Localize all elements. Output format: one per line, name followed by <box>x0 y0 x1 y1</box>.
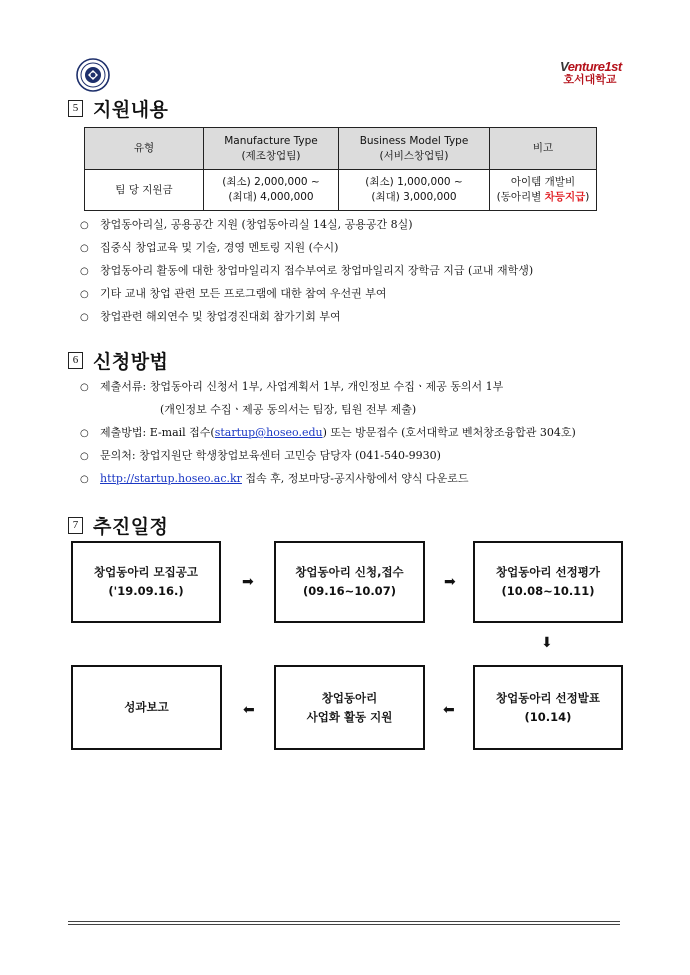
venture-1st-hoseo-logo: Venture1st 호서대학교 <box>560 59 622 86</box>
list-item: ○ 창업동아리 활동에 대한 창업마일리지 접수부여로 창업마일리지 장학금 지급 (교내 재학생) <box>80 264 534 277</box>
table-header-row <box>85 128 597 170</box>
list-item: ○ 창업동아리실, 공용공간 지원 (창업동아리실 14실, 공용공간 8실) <box>80 218 413 231</box>
support-table <box>84 127 597 211</box>
list-item: ○ 기타 교내 창업 관련 모든 프로그램에 대한 참여 우선권 부여 <box>80 287 387 300</box>
schedule-step-recruit: 창업동아리 모집공고 ('19.09.16.) <box>71 541 221 623</box>
section-number: 7 <box>68 517 83 534</box>
section-title: 추진일정 <box>93 516 169 538</box>
schedule-step-apply: 창업동아리 신청,접수 (09.16~10.07) <box>274 541 425 623</box>
header-type: 유형 <box>85 128 204 170</box>
arrow-right-icon: ➡ <box>444 574 456 590</box>
schedule-step-commercialization: 창업동아리 사업화 활동 지원 <box>274 665 425 750</box>
header-note: 비고 <box>490 128 597 170</box>
email-link[interactable]: startup@hoseo.edu <box>214 426 323 439</box>
arrow-down-icon: ⬇ <box>541 635 553 651</box>
list-item: ○ 제출방법: E-mail 접수(startup@hoseo.edu) 또는 방문접수 (호서대학교 벤처창조융합관 304호) <box>80 426 576 439</box>
schedule-step-evaluation: 창업동아리 선정평가 (10.08~10.11) <box>473 541 623 623</box>
cell-business-amount: (최소) 1,000,000 ~ (최대) 3,000,000 <box>339 170 490 211</box>
section-heading-schedule <box>68 512 168 539</box>
section-number: 5 <box>68 100 83 117</box>
support-bullet-list <box>80 215 533 330</box>
section-heading-application <box>68 347 168 374</box>
footer-divider <box>68 921 620 922</box>
schedule-step-announcement: 창업동아리 선정발표 (10.14) <box>473 665 623 750</box>
section-title: 지원내용 <box>93 99 169 121</box>
list-item: ○ 창업관련 해외연수 및 창업경진대회 참가기회 부여 <box>80 310 341 323</box>
schedule-step-report: 성과보고 <box>71 665 222 750</box>
row-label: 팀 당 지원금 <box>85 170 204 211</box>
application-bullet-list <box>80 377 576 492</box>
hoseo-university-seal-logo <box>76 58 110 92</box>
section-title: 신청방법 <box>93 351 169 373</box>
startup-site-link[interactable]: http://startup.hoseo.ac.kr <box>100 472 242 485</box>
highlight-text: 차등지급 <box>544 191 586 203</box>
list-item-continuation: (개인정보 수집ㆍ제공 동의서는 팀장, 팀원 전부 제출) <box>160 403 417 416</box>
list-item: ○ 문의처: 창업지원단 학생창업보육센터 고민승 담당자 (041-540-9930) <box>80 449 441 462</box>
header-business-model: Business Model Type (서비스창업팀) <box>339 128 490 170</box>
section-heading-support <box>68 95 168 122</box>
arrow-right-icon: ➡ <box>242 574 254 590</box>
list-item: ○ 집중식 창업교육 및 기술, 경영 멘토링 지원 (수시) <box>80 241 339 254</box>
section-number: 6 <box>68 352 83 369</box>
cell-manufacture-amount: (최소) 2,000,000 ~ (최대) 4,000,000 <box>204 170 339 211</box>
cell-note: 아이템 개발비 (동아리별 차등지급) <box>490 170 597 211</box>
footer-divider <box>68 924 620 925</box>
list-item: ○ 제출서류: 창업동아리 신청서 1부, 사업계획서 1부, 개인정보 수집ㆍ제공 동의서 1부 <box>80 380 504 393</box>
arrow-left-icon: ⬅ <box>443 702 455 718</box>
header-manufacture: Manufacture Type (제조창업팀) <box>204 128 339 170</box>
list-item: ○ http://startup.hoseo.ac.kr 접속 후, 정보마당-공지사항에서 양식 다운로드 <box>80 472 469 485</box>
table-row <box>85 170 597 211</box>
arrow-left-icon: ⬅ <box>243 702 255 718</box>
